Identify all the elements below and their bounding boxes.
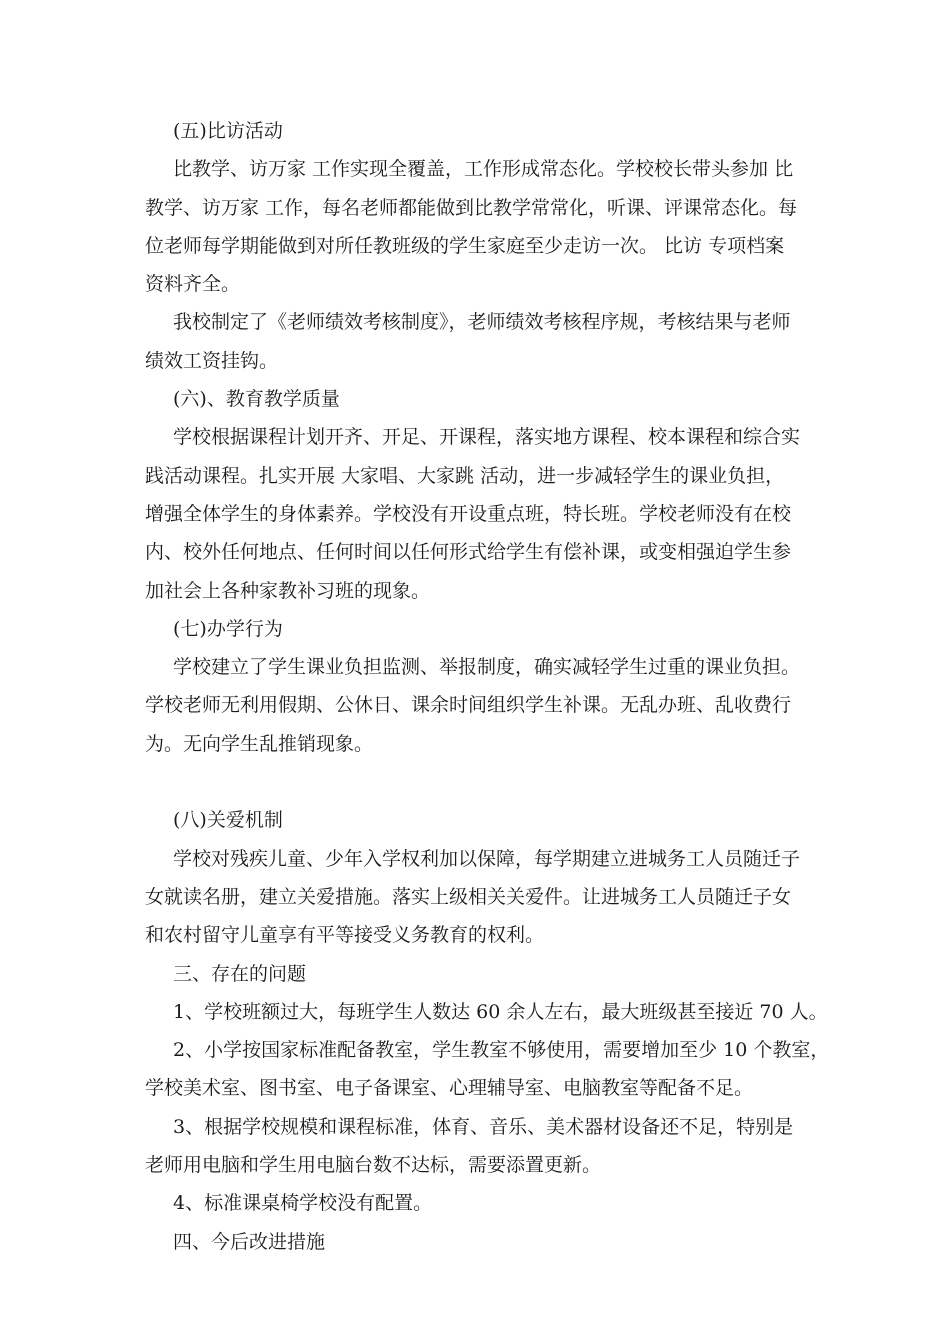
section-heading-8: (八)关爱机制 [173,809,283,832]
text-line: 践活动课程。扎实开展 大家唱、大家跳 活动，进一步减轻学生的课业负担， [145,464,785,487]
text-line: 2、小学按国家标准配备教室，学生教室不够使用，需要增加至少 10 个教室， [173,1039,830,1062]
text-line: 绩效工资挂钩。 [145,349,279,372]
section-heading-5: (五)比访活动 [173,120,283,142]
problem-item-4 [145,1184,810,1222]
text-line: 为。无向学生乱推销现象。 [145,732,374,755]
text-line: 位老师每学期能做到对所任教班级的学生家庭至少走访一次。 比访 专项档案 [145,234,785,257]
section-heading-7: (七)办学行为 [173,617,283,640]
text-line: 老师用电脑和学生用电脑台数不达标，需要添置更新。 [145,1154,602,1177]
paragraph-5-1 [145,150,810,303]
text-line: 我校制定了《老师绩效考核制度》，老师绩效考核程序规，考核结果与老师 [173,311,791,334]
problem-item-3 [145,1108,810,1185]
text-line: 学校对残疾儿童、少年入学权利加以保障，每学期建立进城务工人员随迁子 [173,847,801,870]
text-line: 资料齐全。 [145,273,241,296]
paragraph-7-1 [145,648,810,763]
text-line: 内、校外任何地点、任何时间以任何形式给学生有偿补课，或变相强迫学生参 [145,541,792,564]
paragraph-8-1 [145,840,810,955]
document-body [145,112,830,1261]
text-line: 学校老师无利用假期、公休日、课余时间组织学生补课。无乱办班、乱收费行 [145,694,792,717]
text-line: 和农村留守儿童享有平等接受义务教育的权利。 [145,924,545,947]
paragraph-5-2 [145,303,810,380]
text-line: 加社会上各种家教补习班的现象。 [145,579,431,602]
section-heading-6: (六)、教育教学质量 [173,388,340,411]
text-line: 4、标准课桌椅学校没有配置。 [173,1192,433,1215]
blank-line [145,763,810,801]
text-line: 学校根据课程计划开齐、开足、开课程，落实地方课程、校本课程和综合实 [173,426,801,449]
text-line: 增强全体学生的身体素养。学校没有开设重点班，特长班。学校老师没有在校 [145,502,792,525]
text-line: 教学、访万家 工作，每名老师都能做到比教学常常化，听课、评课常态化。每 [145,196,798,219]
text-line: 3、根据学校规模和课程标准，体育、音乐、美术器材设备还不足，特别是 [173,1115,794,1138]
text-line: 比教学、访万家 工作实现全覆盖，工作形成常态化。学校校长带头参加 比 [173,158,794,181]
text-line: 女就读名册，建立关爱措施。落实上级相关关爱件。让进城务工人员随迁子女 [145,885,792,908]
problem-item-1 [145,993,828,1031]
text-line: 1、学校班额过大，每班学生人数达 60 余人左右，最大班级甚至接近 70 人。 [173,1000,828,1023]
text-line: 学校建立了学生课业负担监测、举报制度，确实减轻学生过重的课业负担。 [173,656,801,679]
section-heading-improvements: 四、今后改进措施 [173,1230,326,1253]
section-heading-problems: 三、存在的问题 [173,962,307,985]
text-line: 学校美术室、图书室、电子备课室、心理辅导室、电脑教室等配备不足。 [145,1077,754,1100]
paragraph-6-1 [145,418,810,609]
problem-item-2 [145,1031,830,1108]
